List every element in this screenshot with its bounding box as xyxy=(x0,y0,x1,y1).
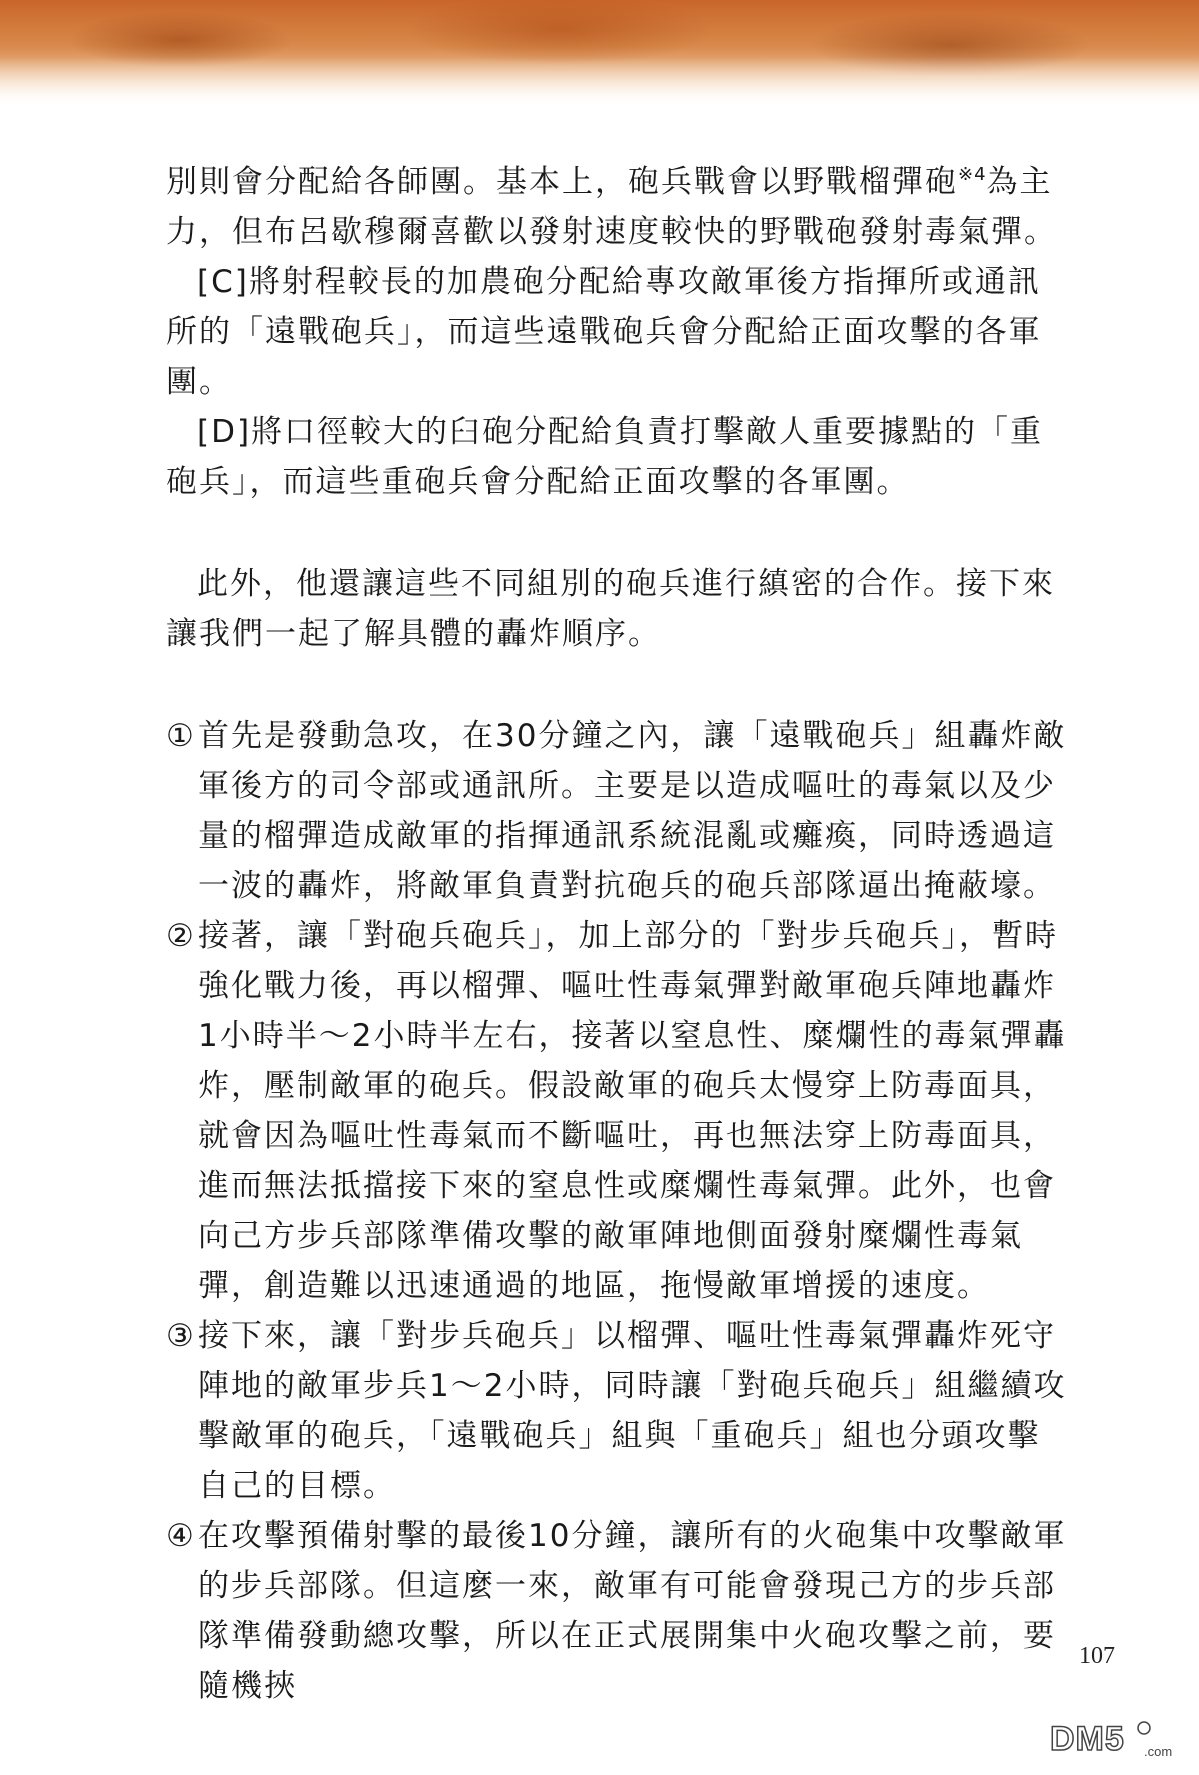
list-item-text: 在攻擊預備射擊的最後10分鐘，讓所有的火砲集中攻擊敵軍的步兵部隊。但這麼一來，敵軍有可能會發現己方的步兵部隊準備發動總攻擊，所以在正式展開集中火砲攻擊之前，要隨機挾 xyxy=(198,1518,1067,1704)
list-item xyxy=(166,711,1070,911)
paragraph-d: [D]將口徑較大的臼砲分配給負責打擊敵人重要據點的「重砲兵」，而這些重砲兵會分配給正面攻擊的各軍團。 xyxy=(166,414,1044,500)
list-item xyxy=(166,911,1070,1311)
list-item xyxy=(166,1511,1070,1711)
page-number: 107 xyxy=(1079,1643,1115,1669)
list-item-text: 接著，讓「對砲兵砲兵」，加上部分的「對步兵砲兵」，暫時強化戰力後，再以榴彈、嘔吐性毒氣彈對敵軍砲兵陣地轟炸1小時半～2小時半左右，接著以窒息性、糜爛性的毒氣彈轟炸，壓制敵軍的砲兵。假設敵軍的砲兵太慢穿上防毒面具，就會因為嘔吐性毒氣而不斷嘔吐，再也無法穿上防毒面具，進而無法抵擋接下來的窒息性或糜爛性毒氣彈。此外，也會向己方步兵部隊準備攻擊的敵軍陣地側面發射糜爛性毒氣彈，創造難以迅速通過的地區，拖慢敵軍增援的速度。 xyxy=(198,918,1067,1304)
paragraph-1-end: 為主力，但布呂歇穆爾喜歡以發射速度較快的野戰砲發射毒氣彈。 xyxy=(166,164,1057,250)
paragraph-1-start: 別則會分配給各師團。基本上，砲兵戰會以野戰榴彈砲 xyxy=(166,164,958,200)
watermark-logo-icon xyxy=(1048,1712,1188,1762)
paragraph-intro-sequence: 此外，他還讓這些不同組別的砲兵進行縝密的合作。接下來讓我們一起了解具體的轟炸順序。 xyxy=(166,566,1055,652)
list-item-text: 首先是發動急攻，在30分鐘之內，讓「遠戰砲兵」組轟炸敵軍後方的司令部或通訊所。主要是以造成嘔吐的毒氣以及少量的榴彈造成敵軍的指揮通訊系統混亂或癱瘓，同時透過這一波的轟炸，將敵軍負責對抗砲兵的砲兵部隊逼出掩蔽壕。 xyxy=(198,718,1067,904)
svg-text:.com: .com xyxy=(1144,1744,1173,1759)
list-item-number: ③ xyxy=(166,1318,196,1354)
page-body xyxy=(166,150,1070,1711)
bombardment-sequence-list xyxy=(166,711,1070,1711)
header-decoration xyxy=(0,0,1199,104)
svg-text:DM5: DM5 xyxy=(1050,1720,1125,1758)
paragraph-1 xyxy=(166,150,1070,257)
list-item-number: ① xyxy=(166,718,196,754)
paragraph-c: [C]將射程較長的加農砲分配給專攻敵軍後方指揮所或通訊所的「遠戰砲兵」，而這些遠戰砲兵會分配給正面攻擊的各軍團。 xyxy=(166,264,1042,400)
list-item-number: ② xyxy=(166,918,196,954)
list-item-text: 接下來，讓「對步兵砲兵」以榴彈、嘔吐性毒氣彈轟炸死守陣地的敵軍步兵1～2小時，同時讓「對砲兵砲兵」組繼續攻擊敵軍的砲兵，「遠戰砲兵」組與「重砲兵」組也分頭攻擊自己的目標。 xyxy=(198,1318,1067,1504)
footnote-marker: ※4 xyxy=(958,164,987,185)
list-item xyxy=(166,1311,1070,1511)
list-item-number: ④ xyxy=(166,1518,196,1554)
